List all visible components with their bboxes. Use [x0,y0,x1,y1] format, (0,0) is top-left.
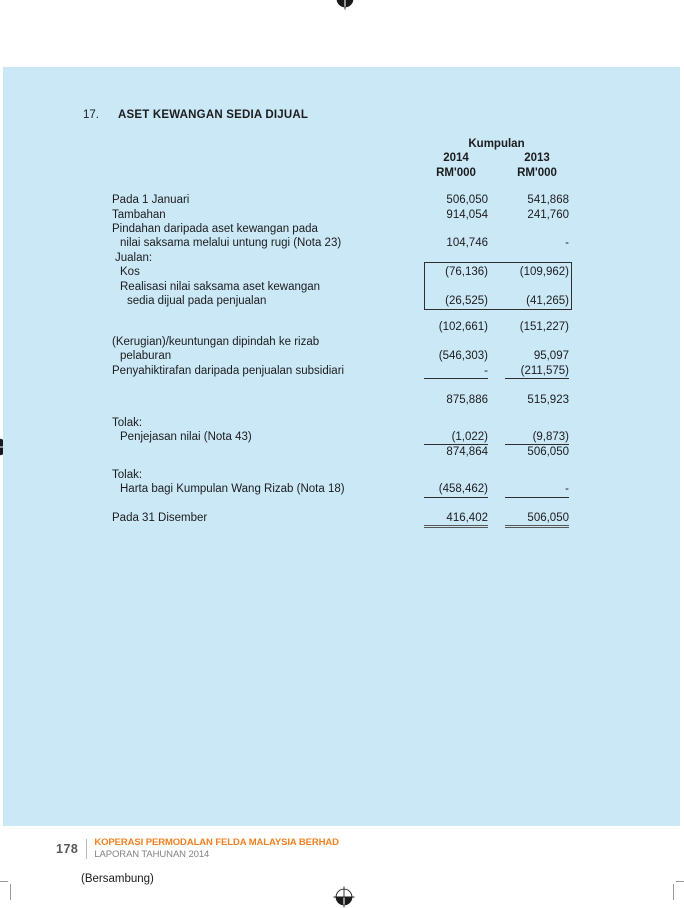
value-2014 [424,222,488,236]
value-2014: 874,864 [446,446,488,459]
row-label: (Kerugian)/keuntungan dipindah ke rizab [112,335,320,348]
footer-divider [86,839,87,859]
row-spacer [112,408,569,416]
value-2014: - [424,364,488,379]
unit-2013-header: RM'000 [517,166,557,179]
crop-mark [673,884,674,900]
row-label: Penjejasan nilai (Nota 43) [120,430,252,443]
value-2013: 541,868 [527,194,569,207]
value-2013 [505,335,569,349]
value-2014: (76,136) [445,266,488,279]
row-label [112,393,407,407]
value-2013: (151,227) [519,321,569,334]
value-2013 [505,280,569,294]
table-row [112,349,569,363]
unit-2014-header: RM'000 [436,166,476,179]
publication-info [94,837,339,860]
value-2014: 104,746 [446,237,488,250]
value-2014: (546,303) [438,350,488,363]
value-2013 [505,416,569,430]
value-2013: (109,962) [519,266,569,279]
value-2013: 515,923 [527,394,569,407]
table-row [112,468,569,482]
table-row [112,251,569,265]
registration-mark-icon [333,886,355,908]
value-2014: 506,050 [446,194,488,207]
row-label: Pada 31 Disember [112,511,208,524]
sales-box-group [112,265,569,308]
value-2014 [424,251,488,265]
table-row [112,222,569,236]
page-number: 178 [56,841,79,856]
value-2013: (9,873) [505,430,569,445]
value-2014: 914,054 [446,208,488,221]
row-label [112,445,407,459]
value-2014: (102,661) [438,321,488,334]
value-2014 [424,416,488,430]
row-spacer [112,460,569,468]
row-label: Pada 1 Januari [112,194,190,207]
table-row [112,364,569,379]
row-label: Penyahiktirafan daripada penjualan subsidiari [112,364,345,377]
table-row [112,193,569,207]
crop-mark [676,881,684,882]
report-title: LAPORAN TAHUNAN 2014 [94,849,210,860]
row-label: pelaburan [120,350,172,363]
year-2014-header: 2014 [443,152,469,165]
value-2014: (26,525) [445,295,488,308]
table-row [112,236,569,250]
value-2013: (211,575) [505,364,569,379]
table-row [112,294,569,308]
row-label: sedia dijual pada penjualan [127,295,267,308]
year-2013-header: 2013 [524,152,550,165]
row-label: Kos [120,266,140,279]
table-row [112,511,569,528]
row-label [112,320,407,334]
registration-mark-icon [334,0,356,10]
value-2013: (41,265) [526,295,569,308]
table-row [112,265,569,279]
table-body [112,193,569,528]
value-2014 [424,468,488,482]
crop-mark [0,881,8,882]
group-column-header: Kumpulan [468,138,525,150]
table-row [112,482,569,497]
company-name: KOPERASI PERMODALAN FELDA MALAYSIA BERHAD [94,837,339,848]
value-2014: 875,886 [446,394,488,407]
table-row [112,416,569,430]
value-2013: - [505,482,569,497]
row-spacer [112,308,569,320]
value-2014: 416,402 [424,511,488,528]
value-2014: (458,462) [424,482,488,497]
value-2013: 506,050 [505,511,569,528]
row-label: Harta bagi Kumpulan Wang Rizab (Nota 18) [120,483,345,496]
row-label: nilai saksama melalui untung rugi (Nota 23) [120,237,342,250]
value-2013 [505,468,569,482]
row-label: Tolak: [112,468,143,481]
row-label: Realisasi nilai saksama aset kewangan [120,280,321,293]
financial-statement-table [112,137,569,528]
table-row [112,393,569,407]
row-label: Tambahan [112,208,166,221]
row-label: Pindahan daripada aset kewangan pada [112,223,318,236]
page-footer [56,837,339,860]
value-2013: - [565,237,569,250]
row-spacer [112,498,569,511]
continued-note: (Bersambung) [81,873,154,885]
section-title: ASET KEWANGAN SEDIA DIJUAL [118,109,309,121]
unit-header-row [112,166,569,180]
row-spacer [112,379,569,393]
value-2013: 241,760 [527,208,569,221]
section-number: 17. [83,109,99,121]
table-column-headers [112,137,569,180]
value-2013: 95,097 [533,350,569,363]
table-row [112,320,569,334]
year-header-row [112,151,569,165]
value-2014 [424,335,488,349]
crop-mark [10,884,11,900]
value-2013 [505,251,569,265]
table-row [112,208,569,222]
value-2013: 506,050 [527,446,569,459]
table-row [112,280,569,294]
value-2013 [505,222,569,236]
row-label: Tolak: [112,416,143,429]
table-row [112,430,569,445]
value-2014 [424,280,488,294]
section-heading [3,67,680,122]
table-row [112,445,569,459]
table-row [112,335,569,349]
value-2014: (1,022) [424,430,488,445]
row-label: Jualan: [115,251,153,264]
